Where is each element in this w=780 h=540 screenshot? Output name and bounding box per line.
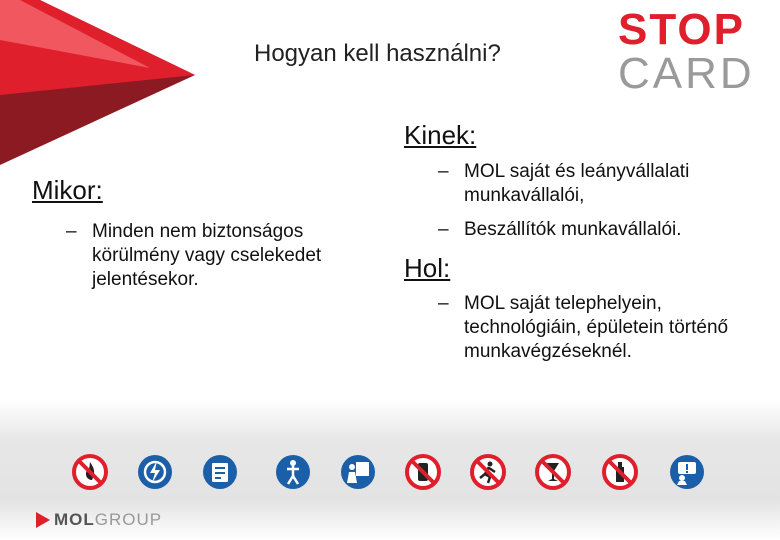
logo-stop-text: STOP — [618, 5, 746, 54]
mikor-heading: Mikor: — [32, 175, 103, 205]
hol-heading: Hol: — [404, 253, 451, 283]
permit-document-icon — [202, 454, 238, 490]
no-drinking-icon — [602, 454, 638, 490]
electric-hazard-icon — [137, 454, 173, 490]
kinek-bullet-1 — [438, 160, 748, 208]
no-phone-icon — [405, 454, 441, 490]
mol-triangle-icon — [36, 512, 50, 528]
fall-protection-icon — [275, 454, 311, 490]
bullet-text: Minden nem biztonságos körülmény vagy cselekedet jelentésekor. — [92, 221, 322, 290]
bullet-text: Beszállítók munkavállalói. — [464, 219, 682, 240]
red-corner-decoration — [0, 0, 200, 170]
logo-mol-text: MOL — [54, 510, 95, 529]
no-alcohol-icon — [535, 454, 571, 490]
kinek-heading: Kinek: — [404, 120, 477, 150]
no-running-icon — [470, 454, 506, 490]
bullet-dash: – — [438, 293, 449, 314]
report-icon — [669, 454, 705, 490]
safety-icons-row — [72, 454, 712, 494]
logo-group-text: GROUP — [94, 510, 163, 529]
logo-card-text: CARD — [618, 49, 755, 98]
work-permit-icon — [340, 454, 376, 490]
bullet-text: MOL saját és leányvállalati munkavállalói, — [464, 161, 690, 206]
bullet-text: MOL saját telephelyein, technológiáin, épületein történő munkavégzéseknél. — [464, 293, 729, 362]
bullet-dash: – — [66, 221, 77, 242]
kinek-bullet-2 — [438, 218, 748, 242]
bullet-dash: – — [438, 161, 449, 182]
mikor-bullet — [66, 220, 366, 292]
hol-bullet — [438, 292, 758, 364]
slide-title: Hogyan kell használni? — [254, 40, 501, 67]
molgroup-logo — [36, 510, 162, 534]
bullet-dash: – — [438, 219, 449, 240]
stop-card-logo — [618, 5, 774, 98]
no-fire-icon — [72, 454, 108, 490]
